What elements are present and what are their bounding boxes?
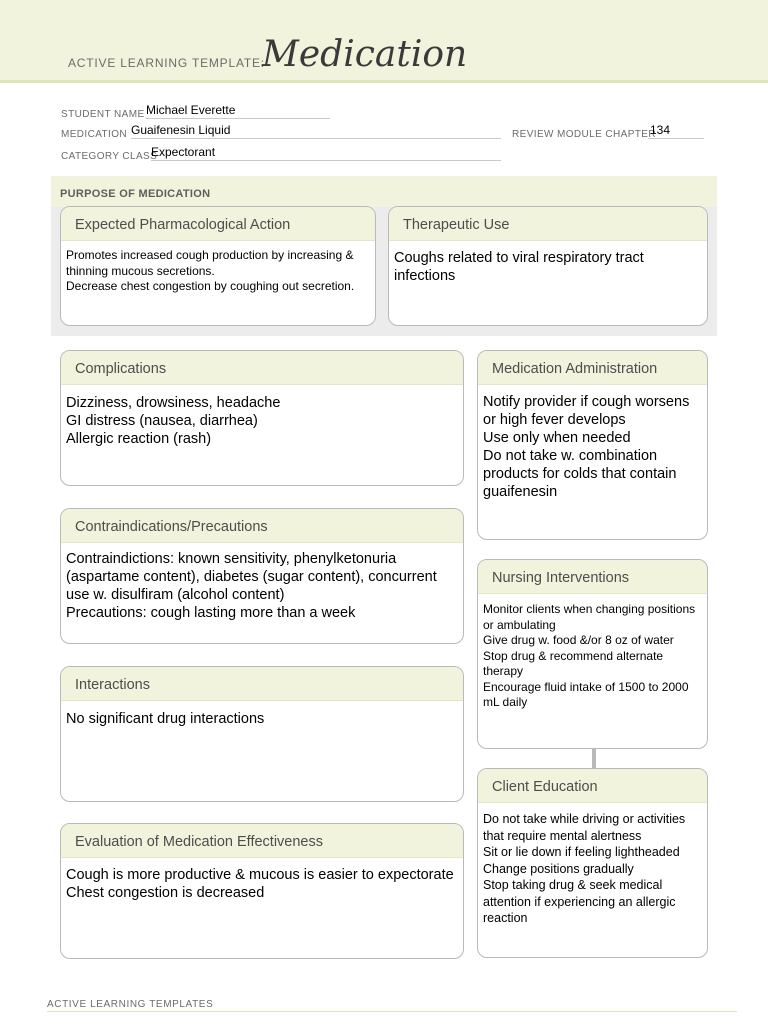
medication-label: MEDICATION xyxy=(61,129,128,140)
expected-action-content[interactable] xyxy=(61,241,375,295)
medication-administration-box xyxy=(477,350,708,540)
student-name-label: STUDENT NAME xyxy=(61,109,145,120)
text-line: Do not take while driving or activities that require mental alertness xyxy=(483,812,686,843)
evaluation-box xyxy=(60,823,464,959)
client-education-title: Client Education xyxy=(478,769,707,803)
text-line: Encourage fluid intake of 1500 to 2000 mL daily xyxy=(483,679,689,709)
page-title: Medication xyxy=(262,34,468,75)
expected-action-box xyxy=(60,206,376,326)
category-class-field[interactable]: Expectorant xyxy=(151,145,501,161)
interactions-content[interactable] xyxy=(61,701,463,728)
text-line: Coughs related to viral respiratory tract infections xyxy=(394,250,644,284)
text-line: Do not take w. combination products for colds that contain guaifenesin xyxy=(483,448,677,500)
complications-box xyxy=(60,350,464,486)
medication-administration-content[interactable] xyxy=(478,385,707,501)
evaluation-title: Evaluation of Medication Effectiveness xyxy=(61,824,463,858)
text-line: GI distress (nausea, diarrhea) xyxy=(66,413,258,429)
student-name-field[interactable]: Michael Everette xyxy=(146,103,330,119)
interactions-box xyxy=(60,666,464,802)
complications-title: Complications xyxy=(61,351,463,385)
text-line: Chest congestion is decreased xyxy=(66,885,265,901)
text-line: Give drug w. food &/or 8 oz of water xyxy=(483,633,674,647)
text-line: Cough is more productive & mucous is easier to expectorate xyxy=(66,867,454,883)
text-line: Contraindictions: known sensitivity, phenylketonuria (aspartame content), diabetes (sugar content), concurrent use w. disulfiram (alcohol content) xyxy=(66,551,437,603)
text-line: No significant drug interactions xyxy=(66,711,265,727)
review-chapter-label: REVIEW MODULE CHAPTER xyxy=(512,129,656,140)
text-line: Decrease chest congestion by coughing out secretion. xyxy=(66,279,355,293)
medication-field[interactable]: Guaifenesin Liquid xyxy=(131,123,501,139)
text-line: Sit or lie down if feeling lightheaded xyxy=(483,845,680,859)
evaluation-content[interactable] xyxy=(61,858,463,902)
text-line: Change positions gradually xyxy=(483,861,634,876)
text-line: Monitor clients when changing positions or ambulating xyxy=(483,602,696,632)
text-line: Allergic reaction (rash) xyxy=(66,431,212,447)
complications-content[interactable] xyxy=(61,385,463,448)
client-education-box xyxy=(477,768,708,958)
text-line: Promotes increased cough production by increasing & thinning mucous secretions. xyxy=(66,248,354,278)
therapeutic-use-content[interactable] xyxy=(389,241,707,285)
therapeutic-use-box xyxy=(388,206,708,326)
text-line: Stop drug & recommend alternate therapy xyxy=(483,648,664,678)
nursing-interventions-title: Nursing Interventions xyxy=(478,560,707,594)
footer-divider xyxy=(47,1011,737,1012)
text-line: Precautions: cough lasting more than a week xyxy=(66,605,356,621)
category-class-label: CATEGORY CLASS xyxy=(61,151,158,162)
footer-label: ACTIVE LEARNING TEMPLATES xyxy=(47,999,214,1010)
purpose-label: PURPOSE OF MEDICATION xyxy=(60,188,211,200)
review-chapter-field[interactable]: 134 xyxy=(648,123,704,139)
contraindications-box xyxy=(60,508,464,644)
contraindications-content[interactable] xyxy=(61,543,463,622)
text-line: Notify provider if cough worsens or high fever develops xyxy=(483,394,690,428)
text-line: Stop taking drug & seek medical attention if experiencing an allergic reaction xyxy=(483,878,676,925)
nursing-interventions-box xyxy=(477,559,708,749)
interactions-title: Interactions xyxy=(61,667,463,701)
client-education-content[interactable] xyxy=(478,803,707,927)
therapeutic-use-title: Therapeutic Use xyxy=(389,207,707,241)
connector-line xyxy=(592,748,596,770)
text-line: Dizziness, drowsiness, headache xyxy=(66,395,281,411)
text-line: Use only when needed xyxy=(483,430,631,446)
nursing-interventions-content[interactable] xyxy=(478,594,707,711)
template-label: ACTIVE LEARNING TEMPLATE: xyxy=(68,56,265,70)
contraindications-title: Contraindications/Precautions xyxy=(61,509,463,543)
medication-administration-title: Medication Administration xyxy=(478,351,707,385)
expected-action-title: Expected Pharmacological Action xyxy=(61,207,375,241)
